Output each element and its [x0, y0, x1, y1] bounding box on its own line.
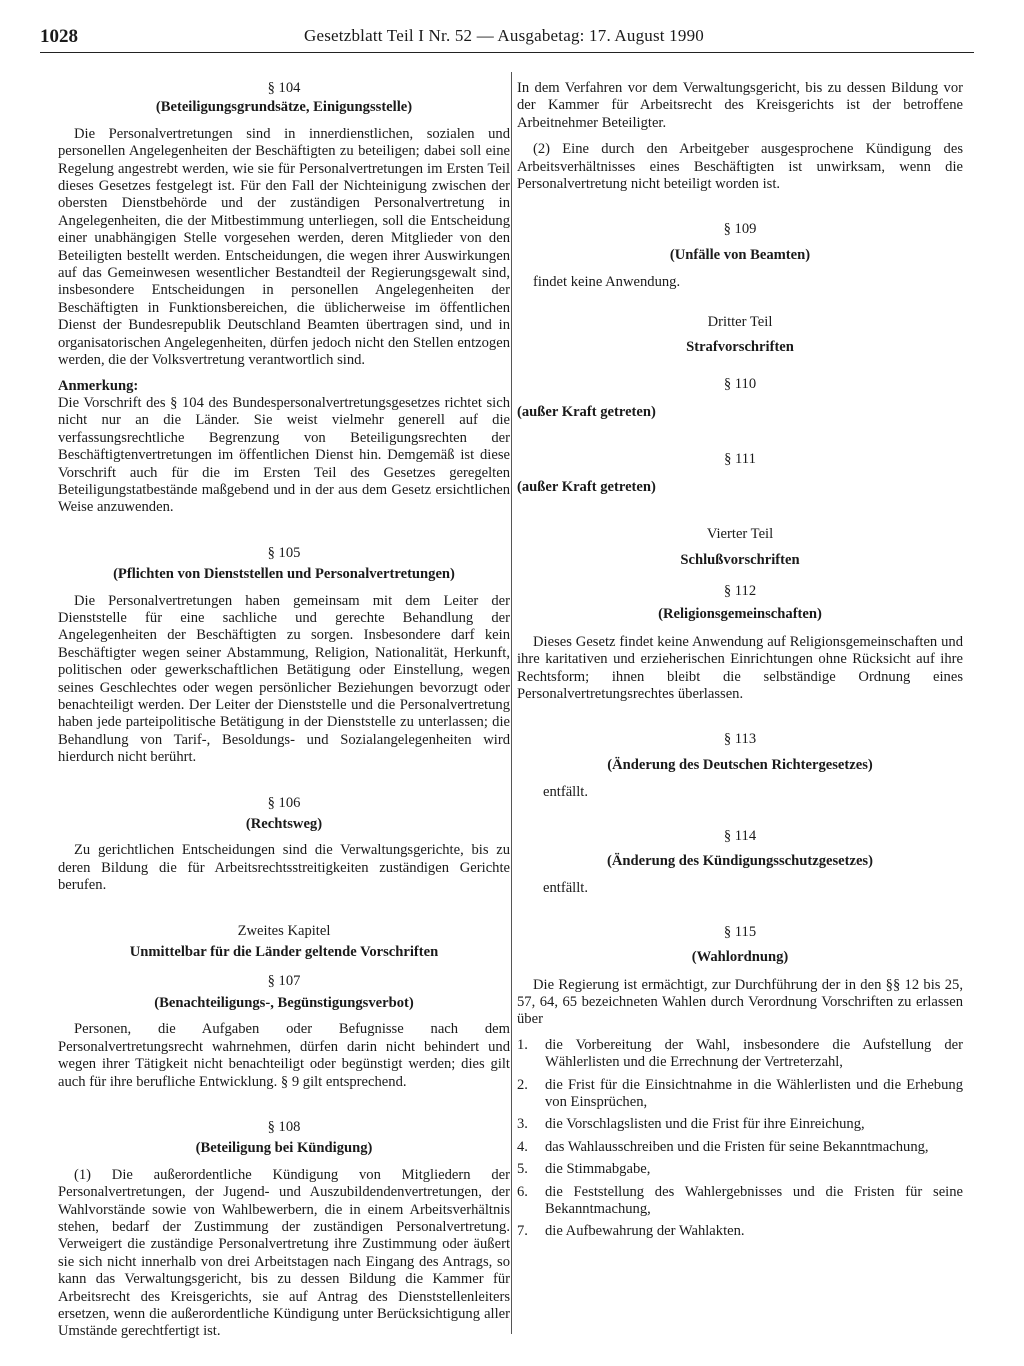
section-108-title: (Beteiligung bei Kündigung) [195, 1140, 373, 1157]
section-107-number: § 107 [267, 973, 301, 990]
section-109-text: findet keine Anwendung. [533, 274, 681, 291]
section-108-continuation: In dem Verfahren vor dem Verwaltungsgericht, bis zu dessen Bildung vor der Kammer für Arbeitsrecht des Kreisgerichts ist der betroffene Arbeitnehmer Beteiligter. [517, 80, 963, 131]
page-header [40, 26, 974, 56]
note-label: Anmerkung: [58, 377, 139, 394]
list-item: 7. die Aufbewahrung der Wahlakten. [517, 1223, 745, 1240]
running-title: Gesetzblatt Teil I Nr. 52 — Ausgabetag: 17. August 1990 [304, 26, 704, 45]
section-114-text: entfällt. [543, 880, 588, 897]
section-113-title: (Änderung des Deutschen Richtergesetzes) [607, 756, 873, 773]
section-108-text: (1) Die außerordentliche Kündigung von Mitgliedern der Personalvertretungen, der Jugend- und Auszubildendenvertretungen, der Wahlvorstände sowie von Wahlbewerbern, die in einem Arbeitsverhältnis stehen, bedarf der Zustimmung der zuständigen Personalvertretung. Verweigert die zuständige Personalvertretung ihre Zustimmung oder äußert sie sich nicht innerhalb von drei Arbeitstagen nach Eingang des Antrags, so kann das Verwaltungsgericht, bis zu dessen Bildung die Kammer für Arbeitsrecht des Kreisgerichts, sie auf Antrag des Dienststellenleiters ersetzen, wenn die außerordentliche Kündigung unter Berücksichtigung aller Umstände gerechtfertigt ist. [58, 1166, 510, 1340]
section-104-number: § 104 [267, 80, 301, 96]
section-114-title: (Änderung des Kündigungsschutzgesetzes) [607, 852, 873, 869]
section-113-number: § 113 [723, 731, 757, 748]
section-112-text: Dieses Gesetz findet keine Anwendung auf Religionsgemeinschaften und ihre karitativen und erzieherischen Einrichtungen ohne Rücksicht auf ihre Rechtsform; ihnen bleibt die selbständige Ordnung eines Personalvertretungsrechtes überlassen. [517, 633, 963, 702]
part-4-title: Schlußvorschriften [680, 551, 800, 568]
part-3-label: Dritter Teil [707, 313, 773, 330]
chapter-label: Zweites Kapitel [237, 922, 331, 939]
right-column [517, 80, 963, 1246]
section-108-paragraph-2: (2) Eine durch den Arbeitgeber ausgesprochene Kündigung des Arbeitsverhältnisses eines Beschäftigten ist unwirksam, wenn die Personalvertretung nicht beteiligt worden ist. [517, 141, 963, 193]
section-115-number: § 115 [723, 923, 757, 940]
section-105-title: (Pflichten von Dienststellen und Personalvertretungen) [113, 566, 455, 583]
section-113-text: entfällt. [543, 784, 588, 801]
section-104-title: (Beteiligungsgrundsätze, Einigungsstelle) [155, 99, 413, 116]
list-item: 6. die Feststellung des Wahlergebnisses und die Fristen für seine Bekanntmachung, [517, 1183, 963, 1218]
section-112-number: § 112 [723, 582, 757, 599]
section-104-text: Die Personalvertretungen sind in innerdienstlichen, sozialen und personellen Angelegenheiten der Beschäftigten zu beteiligen; dabei soll eine Regelung angestrebt werden, wie sie für Personalvertretungen im Ersten Teil dieses Gesetzes festgelegt ist. Für den Fall der Nichteinigung zwischen der obersten Dienstbehörde und der zuständigen Personalvertretung in Angelegenheiten, die der Mitbestimmung unterliegen, soll die Entscheidung einer unabhängigen Stelle vorgesehen werden, deren Mitglieder von den Beteiligten bestellt werden. Entscheidungen, die wegen ihrer Auswirkungen auf das Gemeinwesen wesentlicher Bestandteil der Regierungsgewalt sind, insbesondere Entscheidungen in personellen Angelegenheiten der Beschäftigten in Funktionsbereichen, die üblicherweise im öffentlichen Dienst der Bundesrepublik Deutschland Beamten übertragen sind, und in organisatorischen Angelegenheiten, dürfen jedoch nicht den Stellen entzogen werden, die der Volksvertretung verantwortlich sind. [58, 125, 510, 369]
section-114-number: § 114 [723, 827, 757, 844]
page-number: 1028 [40, 26, 78, 47]
note-text: Die Vorschrift des § 104 des Bundespersonalvertretungsgesetzes richtet sich nicht nur an die Länder. Sie weist vielmehr generell auf die verfassungsrechtliche Begrenzung von Beteiligungsrechten der Beschäftigtenvertretungen im öffentlichen Dienst hin. Demgemäß ist diese Vorschrift auch für die im Ersten Teil des Gesetzes geregelten Beteiligungstatbestände maßgebend und in der aus dem Gesetz ersichtlichen Weise anzuwenden. [58, 394, 510, 516]
column-divider [511, 72, 512, 1334]
part-3-title: Strafvorschriften [686, 339, 794, 356]
section-115-list [517, 1037, 963, 1241]
section-115-text: Die Regierung ist ermächtigt, zur Durchführung der in den §§ 12 bis 25, 57, 64, 65 bezeichneten Wahlen durch Verordnung Vorschriften zu erlassen über [517, 976, 963, 1028]
section-115-title: (Wahlordnung) [691, 949, 789, 966]
part-4-label: Vierter Teil [706, 526, 774, 543]
section-106-number: § 106 [267, 794, 301, 811]
section-106-text: Zu gerichtlichen Entscheidungen sind die Verwaltungsgerichte, bis zu deren Bildung die für Arbeitsrechtsstreitigkeiten zuständigen Gerichte berufen. [58, 842, 510, 894]
section-110-number: § 110 [723, 376, 757, 393]
section-111-number: § 111 [724, 451, 756, 468]
section-110-text: (außer Kraft getreten) [517, 403, 656, 420]
list-item: 3. die Vorschlagslisten und die Frist für ihre Einreichung, [517, 1116, 865, 1133]
section-107-title: (Benachteiligungs-, Begünstigungsverbot) [154, 994, 414, 1011]
section-109-title: (Unfälle von Beamten) [669, 246, 811, 263]
list-item: 2. die Frist für die Einsichtnahme in die Wählerlisten und die Erhebung von Einsprüchen, [517, 1076, 963, 1111]
section-106-title: (Rechtsweg) [245, 816, 323, 833]
section-105-text: Die Personalvertretungen haben gemeinsam mit dem Leiter der Dienststelle für eine sachliche und gerechte Behandlung der Angelegenheiten der Beschäftigten zu sorgen. Insbesondere darf kein Beschäftigter wegen seiner Abstammung, Religion, Nationalität, Herkunft, politischen oder gewerkschaftlichen Betätigung oder Einstellung, wegen seines Geschlechtes oder wegen persönlicher Beziehungen bevorzugt oder benachteiligt werden. Der Leiter der Dienststelle und die Personalvertretung haben jede parteipolitische Betätigung in der Dienststelle zu unterlassen; die Behandlung von Tarif-, Besoldungs- und Sozialangelegenheiten wird hierdurch nicht berührt. [58, 592, 510, 766]
left-column [58, 80, 510, 1341]
list-item: 4. das Wahlausschreiben und die Fristen für seine Bekanntmachung, [517, 1138, 929, 1155]
header-rule [40, 52, 974, 53]
section-112-title: (Religionsgemeinschaften) [658, 606, 822, 623]
list-item: 5. die Stimmabgabe, [517, 1161, 651, 1178]
section-111-text: (außer Kraft getreten) [517, 478, 656, 495]
section-107-text: Personen, die Aufgaben oder Befugnisse nach dem Personalvertretungsrecht wahrnehmen, dürfen darin nicht behindert und wegen ihrer Tätigkeit nicht benachteiligt oder begünstigt werden; dies gilt auch für ihre berufliche Entwicklung. § 9 gilt entsprechend. [58, 1021, 510, 1090]
list-item: 1. die Vorbereitung der Wahl, insbesondere die Aufstellung der Wählerlisten und die Errechnung der Vertreterzahl, [517, 1036, 963, 1071]
section-108-number: § 108 [267, 1118, 301, 1135]
section-109-number: § 109 [723, 221, 757, 238]
chapter-title: Unmittelbar für die Länder geltende Vorschriften [129, 944, 439, 961]
section-105-number: § 105 [267, 544, 301, 561]
